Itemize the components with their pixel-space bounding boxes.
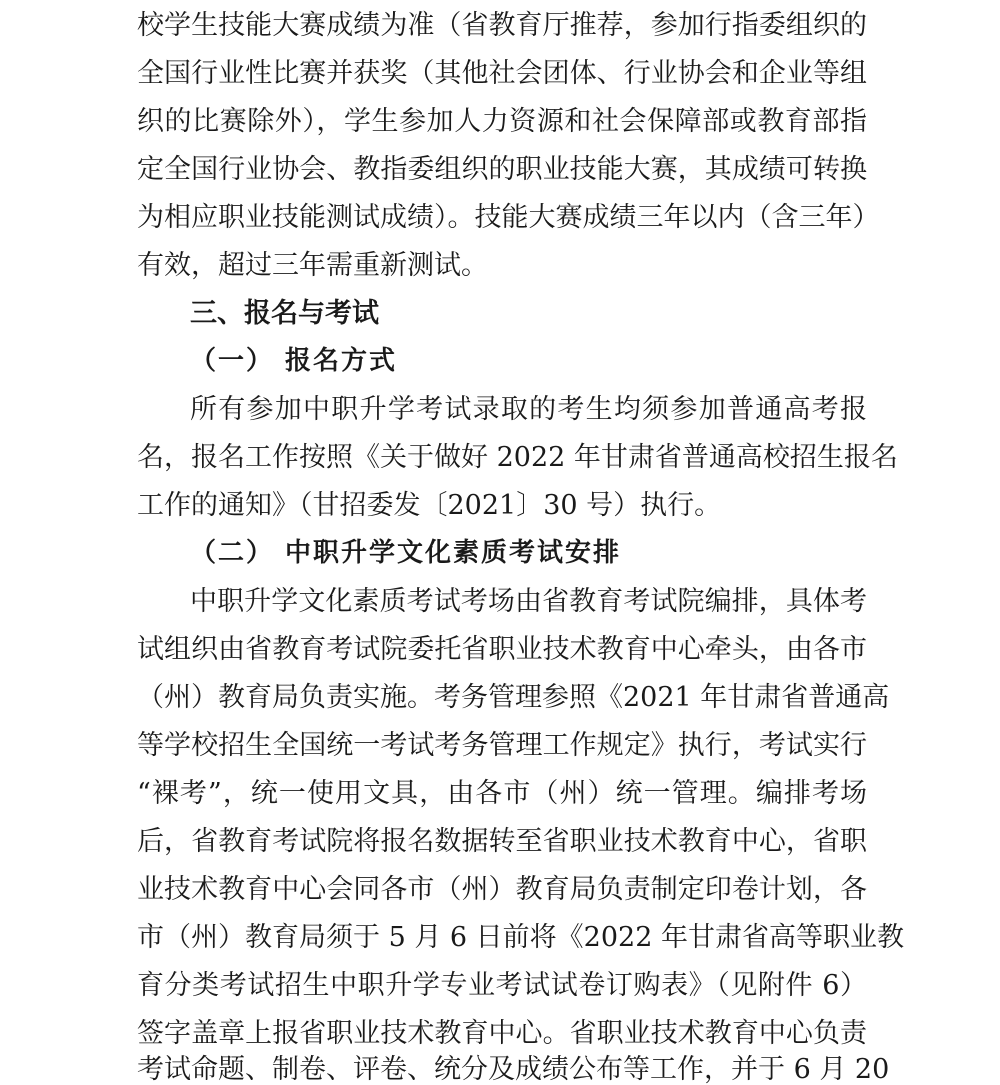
paragraph-line: 织的比赛除外），学生参加人力资源和社会保障部或教育部指 [137, 106, 867, 137]
paragraph-line: 签字盖章上报省职业技术教育中心。省职业技术教育中心负责 [137, 1018, 867, 1049]
paragraph-line: 考试命题、制卷、评卷、统分及成绩公布等工作，并于 6 月 20 [137, 1054, 890, 1085]
paragraph-line: 定全国行业协会、教指委组织的职业技能大赛，其成绩可转换 [137, 154, 867, 185]
paragraph-line: 全国行业性比赛并获奖（其他社会团体、行业协会和企业等组 [137, 58, 867, 89]
paragraph-line: 为相应职业技能测试成绩）。技能大赛成绩三年以内（含三年） [137, 202, 880, 233]
paragraph-line: （州）教育局负责实施。考务管理参照《2021 年甘肃省普通高 [137, 682, 890, 713]
paragraph-line: 后，省教育考试院将报名数据转至省职业技术教育中心，省职 [137, 826, 867, 857]
paragraph-line: 校学生技能大赛成绩为准（省教育厅推荐，参加行指委组织的 [137, 10, 867, 41]
paragraph-line: 育分类考试招生中职升学专业考试试卷订购表》（见附件 6） [137, 970, 867, 1001]
paragraph-line: 名，报名工作按照《关于做好 2022 年甘肃省普通高校招生报名 [137, 442, 898, 473]
paragraph-line: 工作的通知》（甘招委发〔2021〕30 号）执行。 [137, 490, 722, 521]
paragraph-line: 等学校招生全国统一考试考务管理工作规定》执行，考试实行 [137, 730, 867, 761]
paragraph-line: 试组织由省教育考试院委托省职业技术教育中心牵头，由各市 [137, 634, 867, 665]
paragraph-line: 市（州）教育局须于 5 月 6 日前将《2022 年甘肃省高等职业教 [137, 922, 904, 953]
paragraph-line: 所有参加中职升学考试录取的考生均须参加普通高考报 [190, 394, 867, 425]
paragraph-line: 中职升学文化素质考试考场由省教育考试院编排，具体考 [190, 586, 867, 617]
paragraph-line: 有效，超过三年需重新测试。 [137, 250, 488, 281]
paragraph-line: 业技术教育中心会同各市（州）教育局负责制定印卷计划，各 [137, 874, 867, 905]
subsection-heading: （二） 中职升学文化素质考试安排 [190, 538, 622, 568]
paragraph-line: “裸考”，统一使用文具，由各市（州）统一管理。编排考场 [137, 778, 867, 809]
subsection-heading: （一） 报名方式 [190, 346, 398, 376]
section-heading: 三、报名与考试 [190, 298, 379, 329]
